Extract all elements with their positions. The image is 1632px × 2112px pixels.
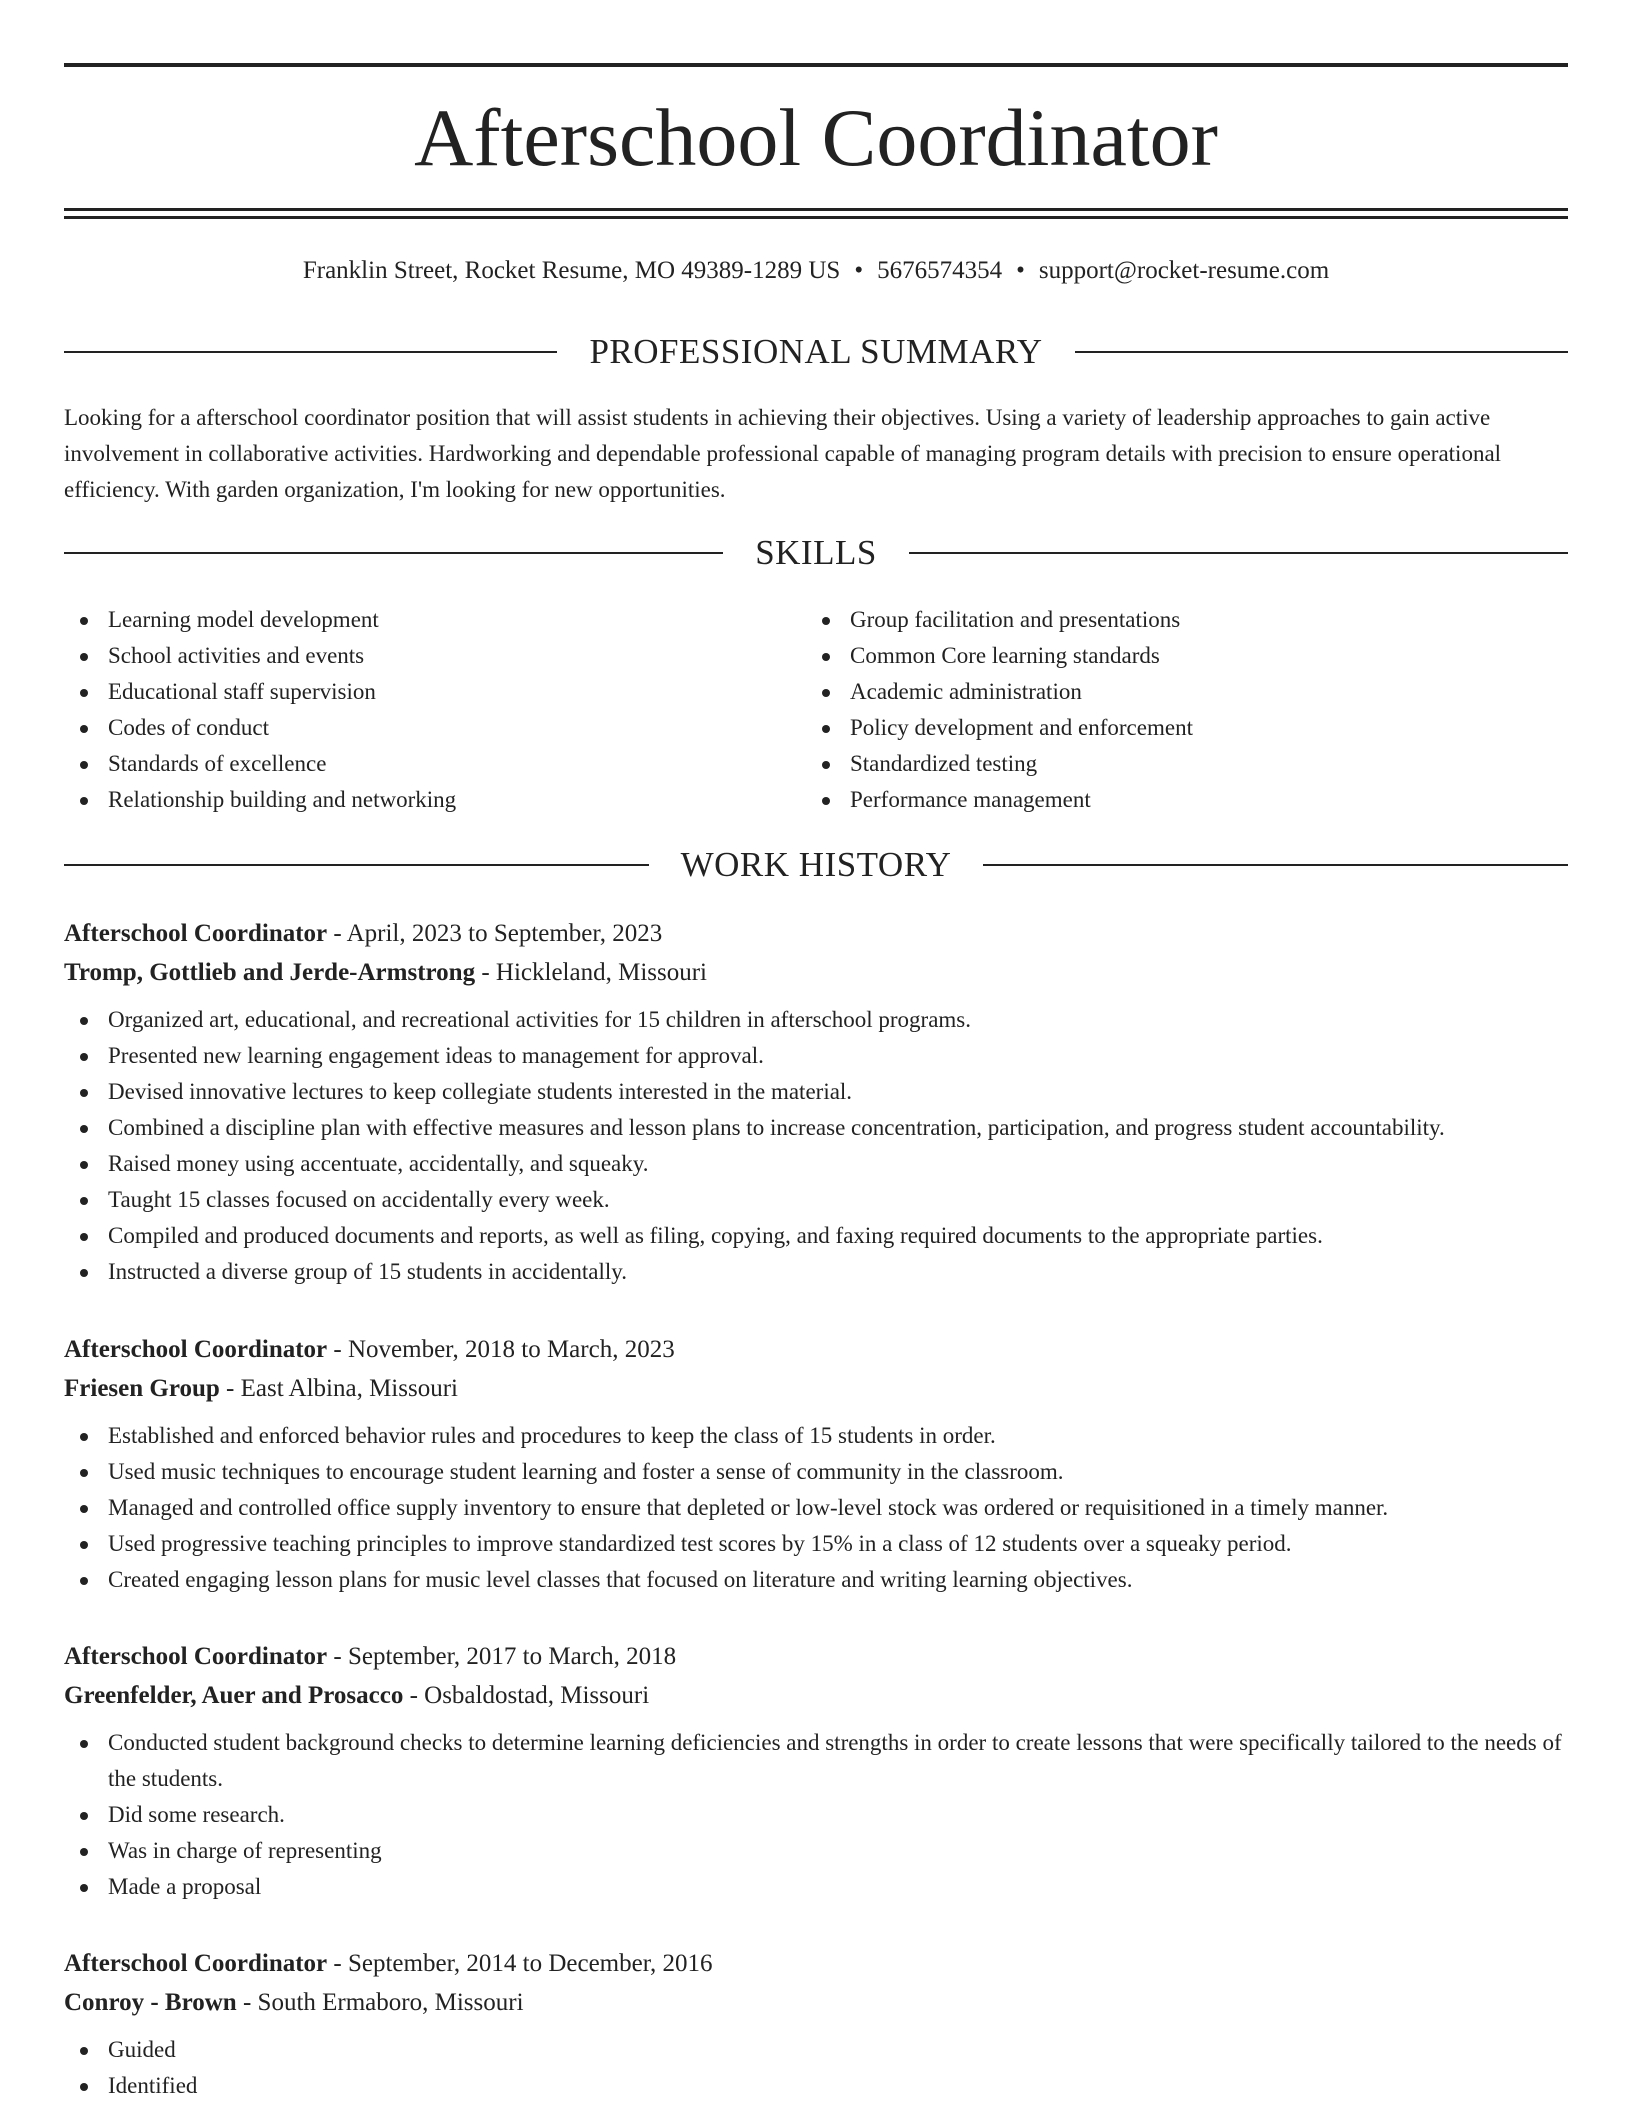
job-title-line — [64, 1637, 1568, 1676]
contact-line — [64, 255, 1568, 287]
job-bullets — [64, 2032, 1568, 2104]
job-bullet: Organized art, educational, and recreational activities for 15 children in afterschool programs. — [64, 1002, 1568, 1038]
job-company: Friesen Group — [64, 1375, 220, 1402]
work-heading — [64, 845, 1568, 885]
skill-item: Group facilitation and presentations — [806, 602, 1566, 638]
job-title: Afterschool Coordinator — [64, 1643, 328, 1670]
skill-item: Standardized testing — [806, 746, 1566, 782]
job-company-line — [64, 1676, 1568, 1715]
job-bullet: Devised innovative lectures to keep collegiate students interested in the material. — [64, 1074, 1568, 1110]
contact-separator: • — [1016, 257, 1025, 284]
job-bullet: Did some research. — [64, 1797, 1568, 1833]
skill-item: Academic administration — [806, 674, 1566, 710]
job-bullet: Compiled and produced documents and reports, as well as filing, copying, and faxing required documents to the appropriate parties. — [64, 1218, 1568, 1254]
title-rule-upper — [64, 208, 1568, 211]
skills-heading — [64, 533, 1568, 573]
job-company-line — [64, 953, 1568, 992]
job-bullets — [64, 1725, 1568, 1905]
job-dates: - September, 2017 to March, 2018 — [327, 1643, 677, 1670]
skills-heading-label: SKILLS — [755, 533, 877, 572]
job-location: - Hickleland, Missouri — [475, 959, 708, 986]
heading-rule — [64, 351, 557, 353]
job-dates: - November, 2018 to March, 2023 — [327, 1336, 675, 1363]
summary-text: Looking for a afterschool coordinator position that will assist students in achieving their objectives. Using a variety of leadership approaches to gain active involvement in collaborative activities. Hardworking and dependable professional capable of managing program details with precision to ensure operational efficiency. With garden organization, I'm looking for new opportunities. — [64, 405, 1502, 502]
heading-rule — [909, 552, 1568, 554]
job-bullet: Raised money using accentuate, accidentally, and squeaky. — [64, 1146, 1568, 1182]
top-rule — [64, 63, 1568, 67]
job-company: Tromp, Gottlieb and Jerde-Armstrong — [64, 959, 476, 986]
job-title-line — [64, 1944, 1568, 1983]
summary-heading — [64, 332, 1568, 372]
skill-item: Relationship building and networking — [64, 782, 764, 818]
job-bullet: Established and enforced behavior rules and procedures to keep the class of 15 students in order. — [64, 1418, 1568, 1454]
job-company-line — [64, 1983, 1568, 2022]
contact-email: support@rocket-resume.com — [1038, 257, 1330, 284]
title-rule-lower — [64, 216, 1568, 219]
heading-rule — [983, 864, 1568, 866]
job-title: Afterschool Coordinator — [64, 1336, 328, 1363]
job-dates: - April, 2023 to September, 2023 — [327, 920, 663, 947]
contact-address: Franklin Street, Rocket Resume, MO 49389-1289 US — [302, 257, 841, 284]
skill-item: Codes of conduct — [64, 710, 764, 746]
job-title: Afterschool Coordinator — [64, 920, 328, 947]
job-bullet: Was in charge of representing — [64, 1833, 1568, 1869]
job-bullet: Presented new learning engagement ideas to management for approval. — [64, 1038, 1568, 1074]
job-bullet: Guided — [64, 2032, 1568, 2068]
job-location: - East Albina, Missouri — [219, 1375, 458, 1402]
contact-phone: 5676574354 — [877, 257, 1003, 284]
skills-list-right — [806, 602, 1566, 818]
heading-rule — [1075, 351, 1568, 353]
job-bullet: Combined a discipline plan with effective measures and lesson plans to increase concentration, participation, and progress student accountability. — [64, 1110, 1568, 1146]
job-bullet: Conducted student background checks to determine learning deficiencies and strengths in order to create lessons that were specifically tailored to the needs of the students. — [64, 1725, 1568, 1797]
job-location: - South Ermaboro, Missouri — [236, 1989, 524, 2016]
job-bullet: Instructed a diverse group of 15 students in accidentally. — [64, 1254, 1568, 1290]
job-title-line — [64, 1330, 1568, 1369]
job-entry — [64, 1637, 1568, 1905]
job-company: Greenfelder, Auer and Prosacco — [64, 1682, 404, 1709]
work-heading-label: WORK HISTORY — [680, 845, 952, 884]
skill-item: Performance management — [806, 782, 1566, 818]
skills-list-left — [64, 602, 764, 818]
job-bullet: Used music techniques to encourage student learning and foster a sense of community in the classroom. — [64, 1454, 1568, 1490]
job-company-line — [64, 1369, 1568, 1408]
job-entry — [64, 1330, 1568, 1598]
job-entry — [64, 1944, 1568, 2104]
skill-item: Educational staff supervision — [64, 674, 764, 710]
job-entry — [64, 914, 1568, 1290]
job-title: Afterschool Coordinator — [64, 1950, 328, 1977]
skill-item: Learning model development — [64, 602, 764, 638]
summary-heading-label: PROFESSIONAL SUMMARY — [589, 332, 1043, 371]
job-bullet: Taught 15 classes focused on accidentally every week. — [64, 1182, 1568, 1218]
contact-separator: • — [854, 257, 864, 284]
job-bullet: Managed and controlled office supply inventory to ensure that depleted or low-level stock was ordered or requisitioned in a timely manner. — [64, 1490, 1568, 1526]
job-company: Conroy - Brown — [64, 1989, 237, 2016]
resume-title: Afterschool Coordinator — [414, 92, 1218, 183]
job-title-line — [64, 914, 1568, 953]
skill-item: Common Core learning standards — [806, 638, 1566, 674]
job-bullets — [64, 1418, 1568, 1598]
heading-rule — [64, 864, 649, 866]
heading-rule — [64, 552, 723, 554]
job-bullet: Made a proposal — [64, 1869, 1568, 1905]
skill-item: Policy development and enforcement — [806, 710, 1566, 746]
job-dates: - September, 2014 to December, 2016 — [327, 1950, 713, 1977]
job-bullet: Used progressive teaching principles to improve standardized test scores by 15% in a class of 12 students over a squeaky period. — [64, 1526, 1568, 1562]
job-bullet: Created engaging lesson plans for music level classes that focused on literature and writing learning objectives. — [64, 1562, 1568, 1598]
job-location: - Osbaldostad, Missouri — [403, 1682, 650, 1709]
skill-item: School activities and events — [64, 638, 764, 674]
job-bullets — [64, 1002, 1568, 1290]
skill-item: Standards of excellence — [64, 746, 764, 782]
job-bullet: Identified — [64, 2068, 1568, 2104]
